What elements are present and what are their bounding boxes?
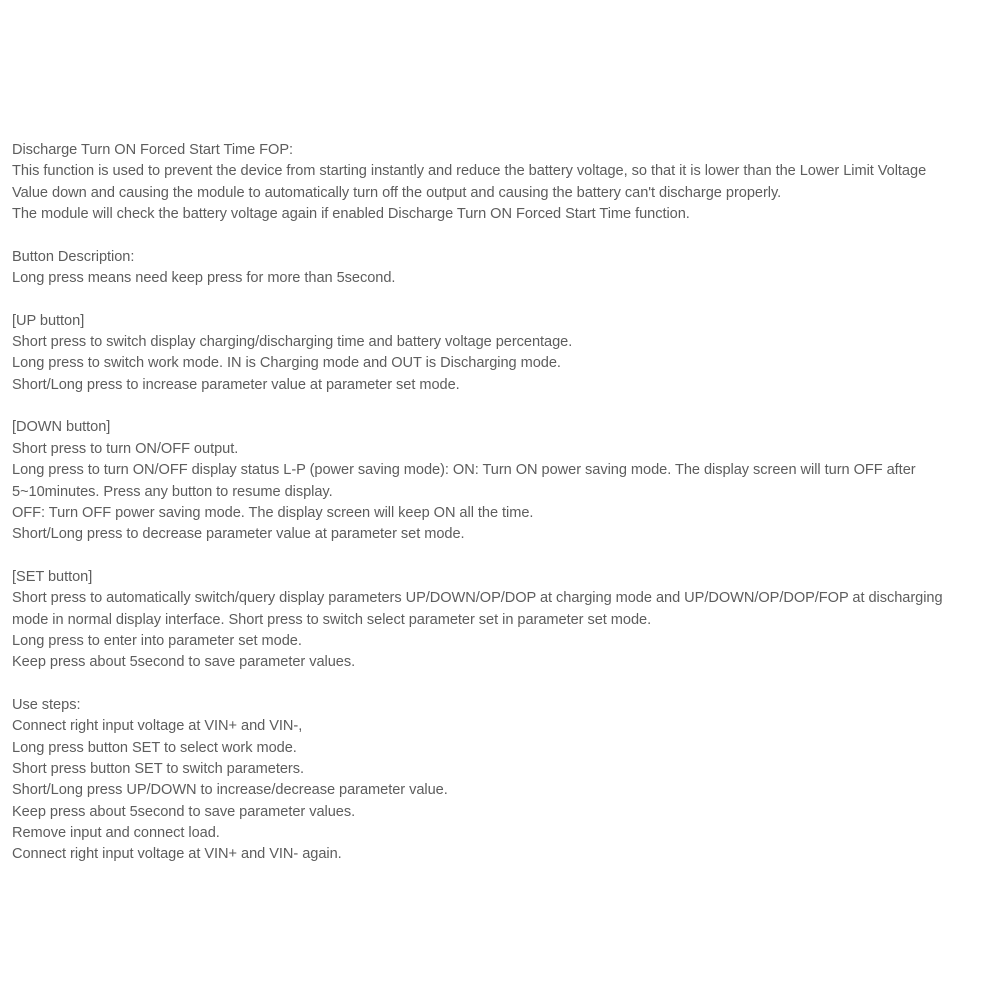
text-line: Short/Long press to decrease parameter value at parameter set mode. <box>12 526 465 543</box>
text-line: Button Description: <box>12 248 135 265</box>
text-line: Value down and causing the module to automatically turn off the output and causing the battery can't discharge properly. <box>12 184 782 201</box>
text-line: mode in normal display interface. Short press to switch select parameter set in parameter set mode. <box>12 611 652 628</box>
text-line: Use steps: <box>12 696 81 713</box>
text-line: Connect right input voltage at VIN+ and VIN-, <box>12 718 303 735</box>
text-line: Long press means need keep press for more than 5second. <box>12 270 396 287</box>
text-line: Discharge Turn ON Forced Start Time FOP: <box>12 142 294 158</box>
text-line: Short/Long press to increase parameter value at parameter set mode. <box>12 376 460 393</box>
text-line: [DOWN button] <box>12 419 111 436</box>
section-use-steps <box>12 695 988 866</box>
text-line: Keep press about 5second to save parameter values. <box>12 654 356 671</box>
text-line: Long press to enter into parameter set mode. <box>12 632 302 649</box>
section-set-button <box>12 567 988 674</box>
text-line: Connect right input voltage at VIN+ and VIN- again. <box>12 846 342 863</box>
text-line: Long press button SET to select work mode. <box>12 739 297 756</box>
section-button-description <box>12 247 988 290</box>
text-line: Long press to turn ON/OFF display status L-P (power saving mode): ON: Turn ON power saving mode. The display screen will turn OFF after <box>12 462 916 479</box>
text-line: Short press to turn ON/OFF output. <box>12 440 239 457</box>
text-line: The module will check the battery voltage again if enabled Discharge Turn ON Forced Start Time function. <box>12 206 690 223</box>
text-line: Long press to switch work mode. IN is Charging mode and OUT is Discharging mode. <box>12 355 561 372</box>
section-fop-description <box>12 140 988 225</box>
text-line: [SET button] <box>12 568 93 585</box>
text-line: Short/Long press UP/DOWN to increase/decrease parameter value. <box>12 782 448 799</box>
text-line: 5~10minutes. Press any button to resume display. <box>12 483 333 500</box>
section-down-button <box>12 417 988 545</box>
text-line: OFF: Turn OFF power saving mode. The display screen will keep ON all the time. <box>12 504 534 521</box>
text-line: Remove input and connect load. <box>12 825 220 841</box>
text-line: [UP button] <box>12 312 85 329</box>
text-line: Short press to switch display charging/discharging time and battery voltage percentage. <box>12 334 573 351</box>
section-up-button <box>12 311 988 396</box>
text-line: This function is used to prevent the device from starting instantly and reduce the battery voltage, so that it is lower than the Lower Limit Voltage <box>12 163 927 180</box>
text-line: Keep press about 5second to save parameter values. <box>12 803 356 820</box>
text-line: Short press to automatically switch/query display parameters UP/DOWN/OP/DOP at charging mode and UP/DOWN/OP/DOP/FOP at discharging <box>12 590 943 607</box>
text-line: Short press button SET to switch parameters. <box>12 760 304 777</box>
